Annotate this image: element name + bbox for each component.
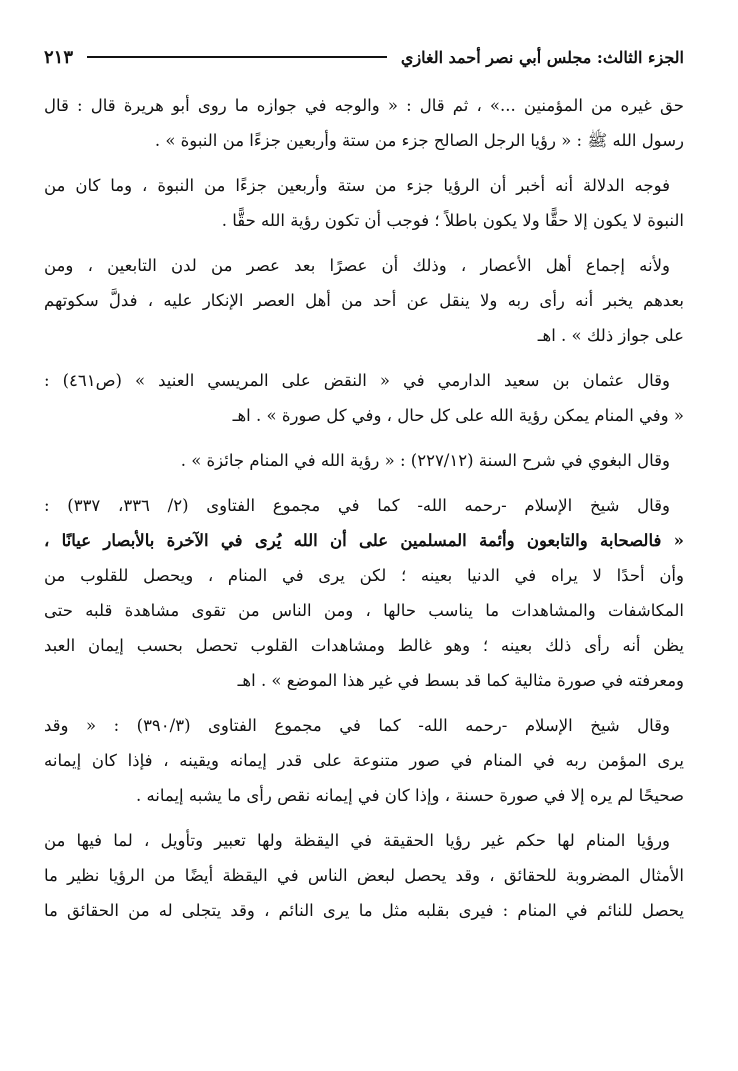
header-rule bbox=[87, 56, 387, 58]
text-line: وقال شيخ الإسلام -رحمه الله- كما في مجموع الفتاوى (٢/ ٣٣٦، ٣٣٧) : bbox=[44, 496, 670, 515]
paragraph bbox=[44, 488, 684, 698]
text-line: وقال شيخ الإسلام -رحمه الله- كما في مجموع الفتاوى (٣٩٠/٣) : « وقد bbox=[44, 716, 671, 735]
paragraph bbox=[44, 823, 684, 928]
text-line: يرى المؤمن ربه في المنام في صور متنوعة على قدر إيمانه ويقينه ، فإذا كان إيمانه bbox=[44, 751, 684, 770]
text-line: حق غيره من المؤمنين ...» ، ثم قال : « والوجه في جوازه ما روى أبو هريرة قال : قال bbox=[44, 96, 684, 115]
paragraph bbox=[44, 443, 684, 478]
text-line: النبوة لا يكون إلا حقًّا ولا يكون باطلاً ؛ فوجب أن تكون رؤية الله حقًّا . bbox=[221, 211, 684, 230]
text-line: ولأنه إجماع أهل الأعصار ، وذلك أن عصرًا بعد عصر من لدن التابعين ، ومن bbox=[44, 256, 670, 275]
text-line: ورؤيا المنام لها حكم غير رؤيا الحقيقة في اليقظة ولها تعبير وتأويل ، لما فيها من bbox=[44, 831, 670, 850]
header-title: الجزء الثالث: مجلس أبي نصر أحمد الغازي bbox=[400, 47, 684, 67]
paragraph bbox=[44, 168, 684, 238]
text-line: رسول الله ﷺ : « رؤيا الرجل الصالح جزء من ستة وأربعين جزءًا من النبوة » . bbox=[154, 131, 684, 150]
paragraph bbox=[44, 88, 684, 158]
text-line: يظن أنه رأى ذلك بعينه ؛ وهو غالط ومشاهدات القلوب تحصل بحسب إيمان العبد bbox=[44, 636, 684, 655]
text-line: وأن أحدًا لا يراه في الدنيا بعينه ؛ لكن يرى في المنام ، ويحصل للقلوب من bbox=[44, 566, 684, 585]
text-line: وقال عثمان بن سعيد الدارمي في « النقض على المريسي العنيد » (ص٤٦١) : bbox=[44, 371, 671, 390]
text-line: « فالصحابة والتابعون وأئمة المسلمين على أن الله يُرى في الآخرة بالأبصار عيانًا ، bbox=[44, 531, 684, 550]
book-page bbox=[44, 0, 684, 1071]
text-line: ومعرفته في صورة مثالية كما قد بسط في غير هذا الموضع » . اهـ bbox=[237, 671, 684, 690]
text-line: الأمثال المضروبة للحقائق ، وقد يحصل لبعض الناس في اليقظة أيضًا من الرؤيا نظير ما bbox=[44, 866, 684, 885]
text-line: فوجه الدلالة أنه أخبر أن الرؤيا جزء من ستة وأربعين جزءًا من النبوة ، وما كان من bbox=[44, 176, 670, 195]
text-line: صحيحًا لم يره إلا في صورة حسنة ، وإذا كان في إيمانه نقص رأى ما يشبه إيمانه . bbox=[135, 786, 684, 805]
running-header bbox=[44, 40, 684, 74]
text-line: المكاشفات والمشاهدات ما يناسب حالها ، ومن الناس من تقوى مشاهدة قلبه حتى bbox=[44, 601, 684, 620]
text-line: يحصل للنائم في المنام : فيرى بقلبه مثل ما يرى النائم ، وقد يتجلى له من الحقائق ما bbox=[44, 901, 684, 920]
text-line: على جواز ذلك » . اهـ bbox=[537, 326, 684, 345]
text-line: وقال البغوي في شرح السنة (٢٢٧/١٢) : « رؤية الله في المنام جائزة » . bbox=[180, 451, 670, 470]
paragraph bbox=[44, 708, 684, 813]
paragraph bbox=[44, 248, 684, 353]
page-body bbox=[44, 88, 684, 938]
text-line: « وفي المنام يمكن رؤية الله على كل حال ، وفي كل صورة » . اهـ bbox=[232, 406, 684, 425]
text-line: بعدهم يخبر أنه رأى ربه ولا ينقل عن أحد من أهل العصر الإنكار عليه ، فدلَّ سكوتهم bbox=[44, 291, 684, 310]
page-number: ٢١٣ bbox=[44, 46, 74, 68]
paragraph bbox=[44, 363, 684, 433]
